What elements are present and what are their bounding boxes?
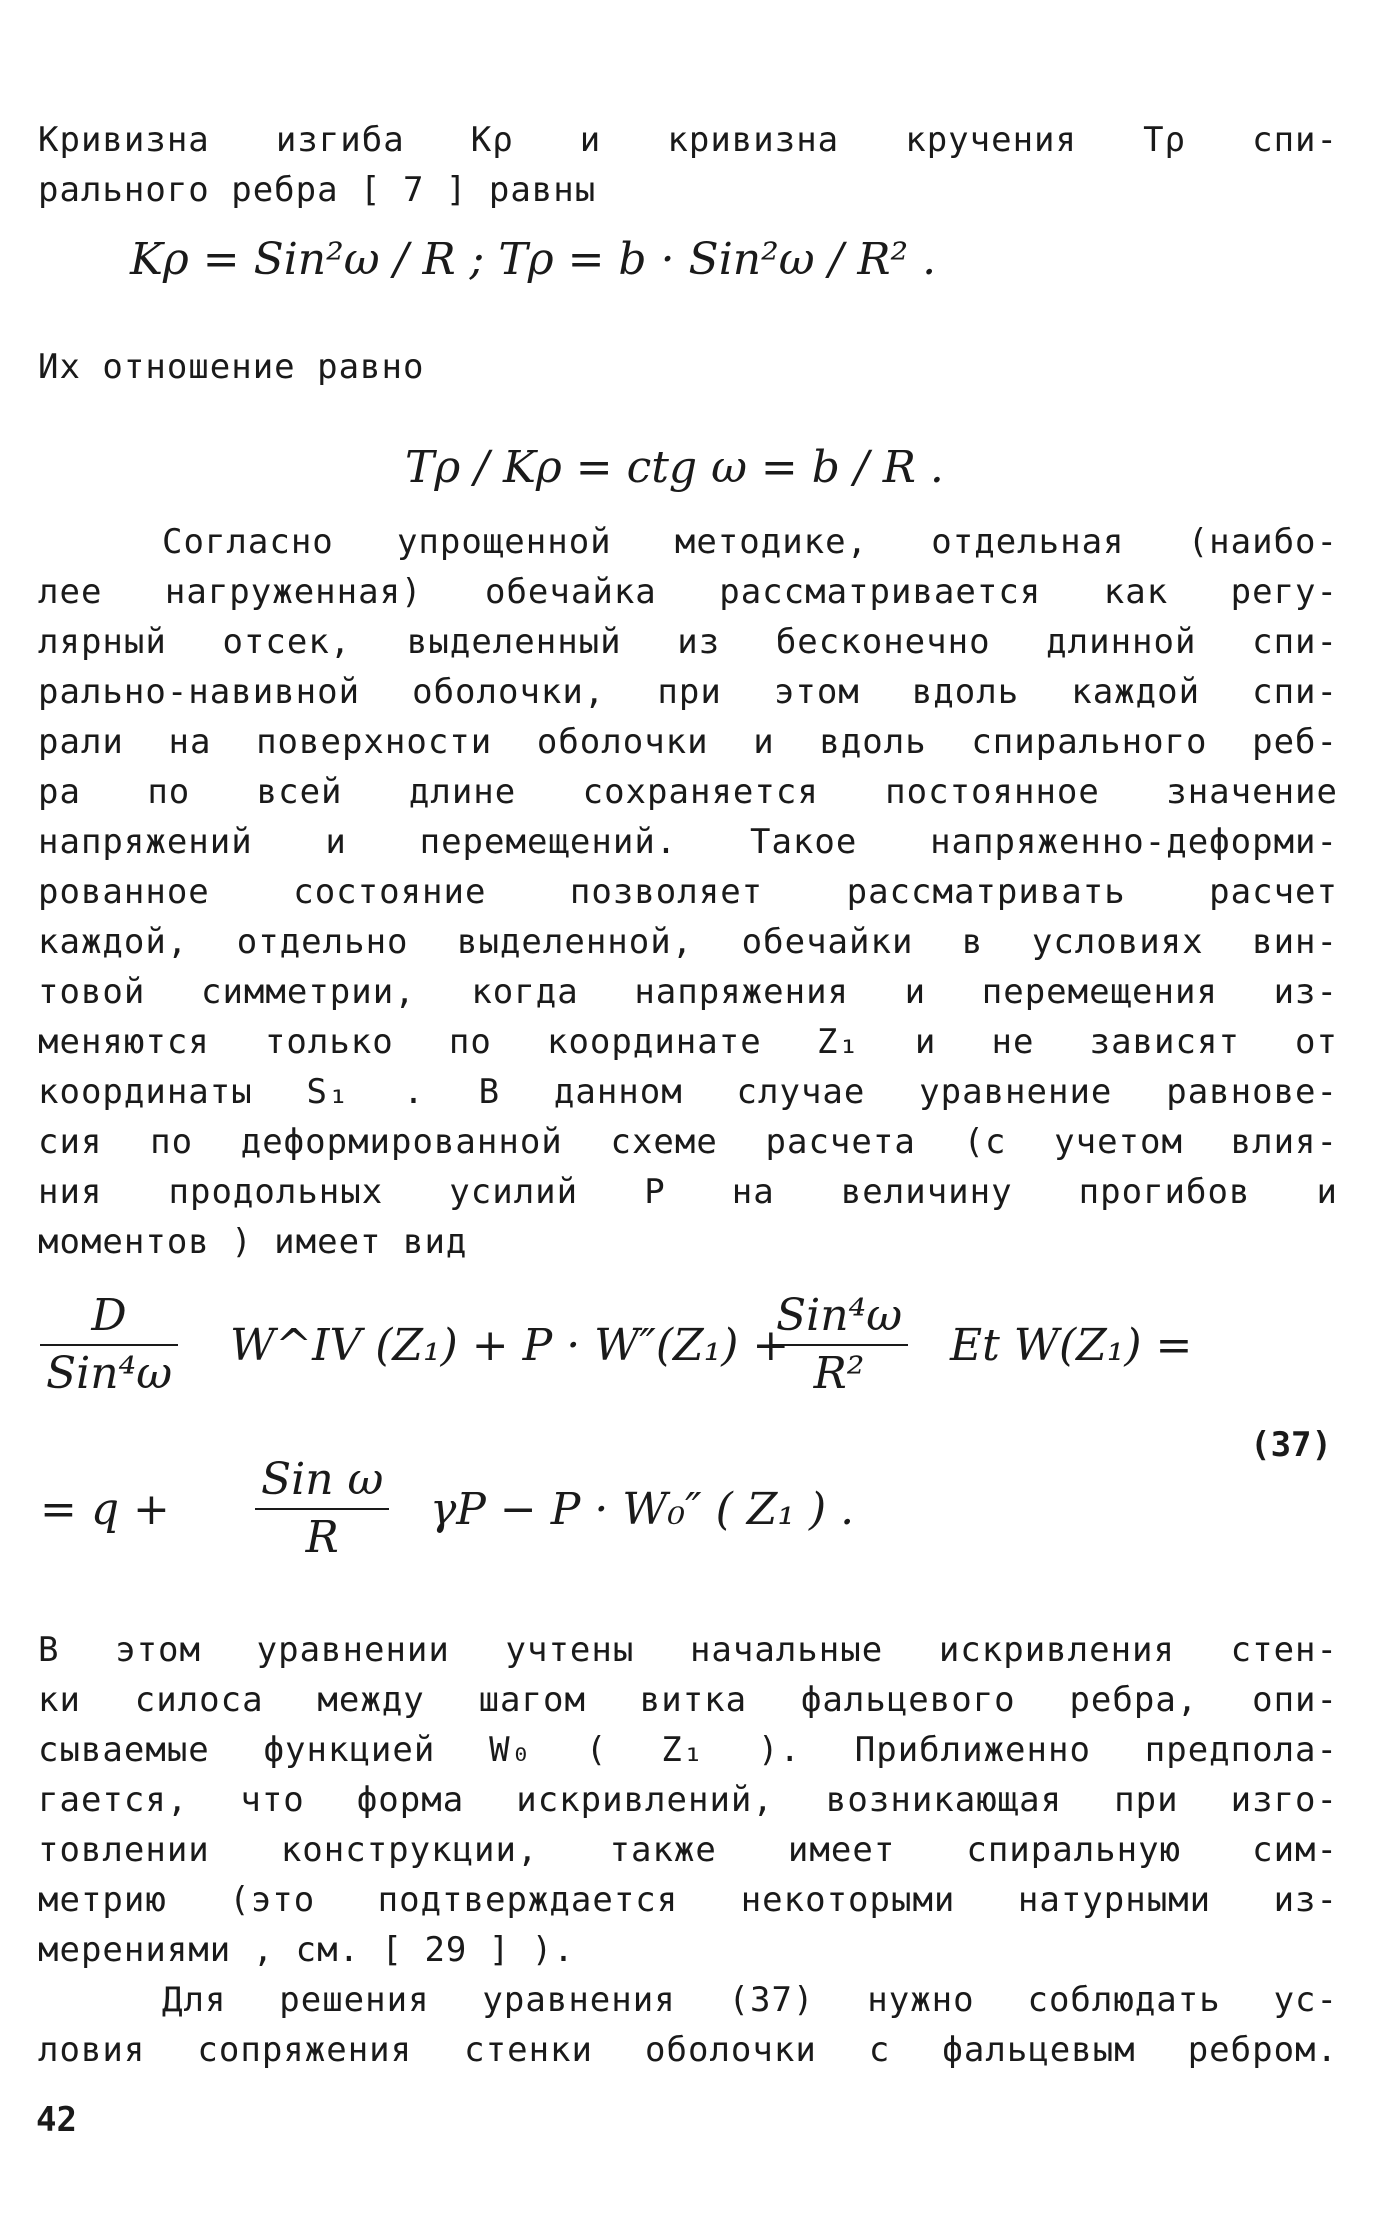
equation-term: Et W(Z₁) = xyxy=(950,1320,1193,1371)
text-line: Кривизна изгиба Kρ и кривизна кручения Tρ спи- xyxy=(38,120,1338,160)
formula-ratio: Tρ / Kρ = ctg ω = b / R . xyxy=(405,442,944,493)
fraction-numerator: Sin ω xyxy=(255,1452,389,1510)
text-line: сываемые функцией W₀ ( Z₁ ). Приближенно предпола- xyxy=(38,1730,1338,1770)
fraction-denominator: R xyxy=(305,1512,339,1563)
text-line: Согласно упрощенной методике, отдельная (наибо- xyxy=(162,522,1338,562)
fraction xyxy=(770,1288,908,1402)
text-line: моментов ) имеет вид xyxy=(38,1222,468,1262)
fraction xyxy=(40,1288,178,1402)
text-line: гается, что форма искривлений, возникающая при изго- xyxy=(38,1780,1338,1820)
text-line: ра по всей длине сохраняется постоянное значение xyxy=(38,772,1338,812)
text-line: Их отношение равно xyxy=(38,347,425,387)
text-line: лее нагруженная) обечайка рассматривается как регу- xyxy=(38,572,1338,612)
fraction-numerator: D xyxy=(40,1288,178,1346)
fraction-denominator: R² xyxy=(813,1348,865,1399)
text-line: напряжений и перемещений. Такое напряженно-деформи- xyxy=(38,822,1338,862)
text-line: метрию (это подтверждается некоторыми натурными из- xyxy=(38,1880,1338,1920)
text-line: каждой, отдельно выделенной, обечайки в условиях вин- xyxy=(38,922,1338,962)
text-line: рально-навивной оболочки, при этом вдоль каждой спи- xyxy=(38,672,1338,712)
text-line: мерениями , см. [ 29 ] ). xyxy=(38,1930,575,1970)
text-line: В этом уравнении учтены начальные искривления стен- xyxy=(38,1630,1338,1670)
equation-number: (37) xyxy=(1250,1425,1332,1465)
text-line: рального ребра [ 7 ] равны xyxy=(38,170,597,210)
equation-term: W^IV (Z₁) + P · W″(Z₁) + xyxy=(230,1320,790,1371)
fraction-denominator: Sin⁴ω xyxy=(46,1348,173,1399)
text-line: меняются только по координате Z₁ и не зависят от xyxy=(38,1022,1338,1062)
fraction xyxy=(255,1452,389,1566)
text-line: ловия сопряжения стенки оболочки с фальцевым ребром. xyxy=(38,2030,1338,2070)
text-line: ния продольных усилий P на величину прогибов и xyxy=(38,1172,1338,1212)
equation-term: γP − P · W₀″ ( Z₁ ) . xyxy=(430,1484,855,1535)
text-line: рали на поверхности оболочки и вдоль спирального реб- xyxy=(38,722,1338,762)
text-line: сия по деформированной схеме расчета (с учетом влия- xyxy=(38,1122,1338,1162)
formula-curvatures: Kρ = Sin²ω / R ; Tρ = b · Sin²ω / R² . xyxy=(130,234,937,285)
text-line: товой симметрии, когда напряжения и перемещения из- xyxy=(38,972,1338,1012)
text-line: ки силоса между шагом витка фальцевого ребра, опи- xyxy=(38,1680,1338,1720)
text-line: товлении конструкции, также имеет спиральную сим- xyxy=(38,1830,1338,1870)
page-number: 42 xyxy=(36,2100,77,2140)
text-line: рованное состояние позволяет рассматривать расчет xyxy=(38,872,1338,912)
fraction-numerator: Sin⁴ω xyxy=(770,1288,908,1346)
equation-term: = q + xyxy=(40,1484,170,1535)
text-line: Для решения уравнения (37) нужно соблюдать ус- xyxy=(162,1980,1338,2020)
text-line: лярный отсек, выделенный из бесконечно длинной спи- xyxy=(38,622,1338,662)
text-line: координаты S₁ . В данном случае уравнение равнове- xyxy=(38,1072,1338,1112)
